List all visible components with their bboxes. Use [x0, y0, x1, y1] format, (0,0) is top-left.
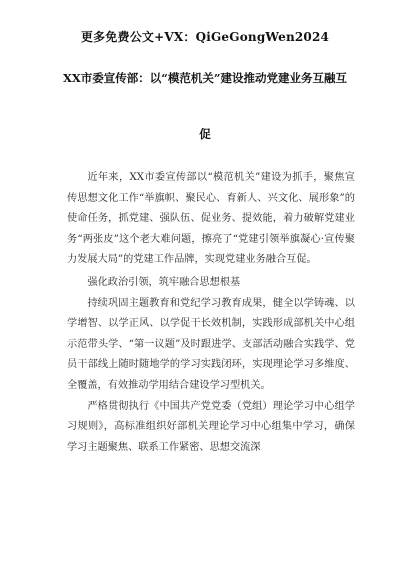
promo-header: 更多免费公文+VX：QiGeGongWen2024 — [80, 30, 330, 44]
paragraph-rules: 严格贯彻执行《中国共产党党委（党组）理论学习中心组学习规则》，高标准组织好部机关理论学习中心组集中学习，确保学习主题聚焦、联系工作紧密、思想交流深 — [67, 400, 355, 453]
paragraph-study: 持续巩固主题教育和党纪学习教育成果，健全以学铸魂、以学增智、以学正风、以学促干长效机制，实践形成部机关中心组示范带头学、“第一议题”及时跟进学、支部活动融合实践学、党员干部线上随时随地学的学习实践闭环，实现理论学习多维度、全覆盖，有效推动学用结合建设学习型机关。 — [67, 297, 355, 391]
document-body — [67, 168, 355, 458]
section-heading: 强化政治引领，筑牢融合思想根基 — [87, 276, 241, 288]
document-title-line2: 促 — [199, 127, 211, 141]
paragraph-intro: 近年来，XX市委宣传部以“模范机关”建设为抓手，聚焦宣传思想文化工作“举旗帜、聚民心、育新人、兴文化、展形象”的使命任务，抓党建、强队伍、促业务、提效能，着力破解党建业务“两张皮”这个老大难问题，擦亮了“党建引领举旗凝心·宣传聚力发展大局”的党建工作品牌，实现党建业务融合互促。 — [67, 172, 355, 266]
document-title-line1: XX市委宣传部：以“模范机关”建设推动党建业务互融互 — [62, 71, 348, 85]
